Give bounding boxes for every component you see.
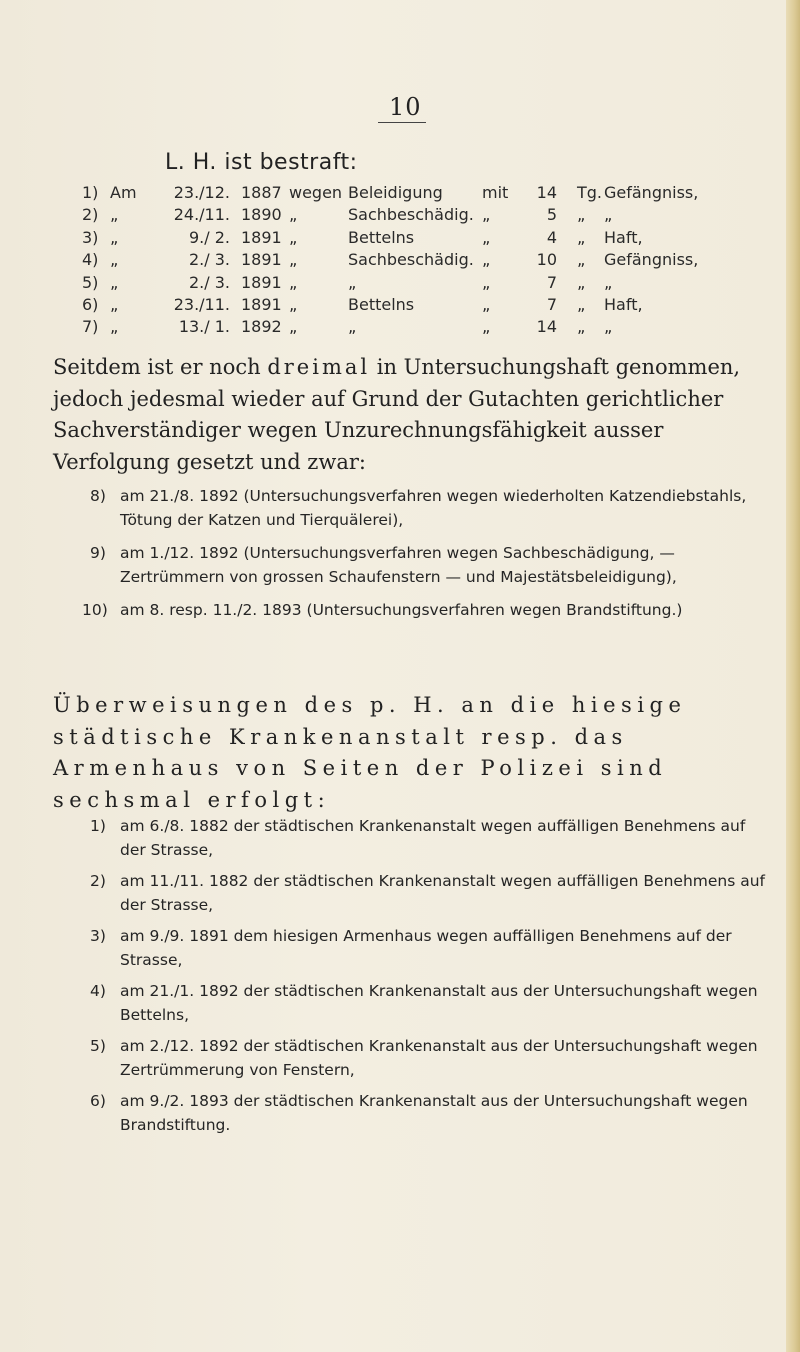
row-wegen: „ [289,294,298,314]
row-punishment: „ [604,272,613,292]
item-text: am 1./12. 1892 (Untersuchungsverfahren wegen Sachbeschädigung, — Zertrümmern von grossen Schaufenstern — und Majestätsbeleidigung), [120,544,677,586]
item-number: 6) [90,1092,106,1110]
row-am: „ [110,227,119,247]
row-punishment: „ [604,317,613,337]
row-year: 1891 [241,227,282,247]
row-number: 2) [82,205,99,225]
row-number: 6) [82,294,99,314]
row-duration: 14 [536,317,557,337]
item-number: 9) [90,544,106,562]
item-text: am 21./1. 1892 der städtischen Krankenanstalt aus der Untersuchungshaft wegen Bettelns, [120,982,758,1024]
row-date: 23./12. [173,183,230,202]
row-punishment: Haft, [604,294,643,314]
row-mit: „ [482,272,491,292]
row-am: Am [110,183,137,202]
row-number: 7) [82,317,99,337]
row-date: 23./11. [173,294,230,314]
item-number: 8) [90,487,106,505]
row-punishment: Haft, [604,227,643,247]
page-number: 10 [389,93,422,121]
item-number: 4) [90,982,106,1000]
row-duration: 5 [546,205,557,225]
page-edge [786,0,800,1352]
paragraph-transfers: Überweisungen des p. H. an die hiesige städtische Krankenanstalt resp. das Armenhaus von Seiten der Polizei sind sechsmal erfolgt: [53,693,687,812]
row-date: 2./ 3. [188,272,230,292]
row-date: 2./ 3. [188,250,230,270]
row-year: 1891 [241,250,282,270]
row-offence: „ [348,272,357,292]
item-text: am 21./8. 1892 (Untersuchungsverfahren wegen wiederholten Katzendiebstahls, Tötung der Katzen und Tierquälerei), [120,487,747,529]
row-unit: „ [577,317,586,337]
row-punishment: „ [604,205,613,225]
row-year: 1891 [241,294,282,314]
row-offence: „ [348,317,357,337]
row-duration: 7 [546,272,557,292]
conviction-table [82,183,772,340]
row-year: 1892 [241,317,282,337]
list-item [90,815,770,862]
row-unit: „ [577,205,586,225]
row-unit: „ [577,250,586,270]
item-text: am 9./2. 1893 der städtischen Krankenanstalt aus der Untersuchungshaft wegen Brandstiftung. [120,1092,748,1134]
item-text: am 9./9. 1891 dem hiesigen Armenhaus wegen auffälligen Benehmens auf der Strasse, [120,927,732,969]
row-punishment: Gefängniss, [604,250,699,270]
row-punishment: Gefängniss, [604,183,699,202]
row-duration: 7 [546,294,557,314]
emphasis-text: dreimal [267,355,371,379]
row-unit: „ [577,294,586,314]
row-number: 4) [82,250,99,270]
row-mit: mit [482,183,509,202]
list-item [82,599,770,623]
item-number: 10) [82,601,108,619]
row-wegen: „ [289,250,298,270]
item-number: 2) [90,872,106,890]
table-row [82,205,772,227]
item-text: am 2./12. 1892 der städtischen Krankenanstalt aus der Untersuchungshaft wegen Zertrümmerung von Fenstern, [120,1037,758,1079]
page-number-rule [378,122,426,123]
row-unit: „ [577,272,586,292]
item-text: am 11./11. 1882 der städtischen Krankenanstalt wegen auffälligen Benehmens auf der Strasse, [120,872,766,914]
list-item [90,1090,770,1137]
row-wegen: „ [289,227,298,247]
item-number: 1) [90,817,106,835]
row-number: 3) [82,227,99,247]
paragraph-text: Seitdem ist er noch [53,355,268,379]
row-unit: „ [577,227,586,247]
list-item [90,485,770,532]
row-date: 24./11. [173,205,230,225]
row-am: „ [110,294,119,314]
row-offence: Sachbeschädig. [348,250,474,270]
table-row [82,228,772,250]
row-wegen: wegen [289,183,343,202]
section-heading: L. H. ist bestraft: [165,150,358,175]
paragraph-detention [53,352,763,478]
row-date: 9./ 2. [188,227,230,247]
list-item [90,870,770,917]
row-am: „ [110,317,119,337]
row-mit: „ [482,205,491,225]
row-am: „ [110,205,119,225]
table-row [82,273,772,295]
row-duration: 4 [546,227,557,247]
table-row [82,183,772,205]
row-mit: „ [482,250,491,270]
row-number: 1) [82,183,99,202]
row-duration: 14 [536,183,557,202]
row-offence: Bettelns [348,227,415,247]
row-wegen: „ [289,272,298,292]
list-item [90,542,770,589]
paragraph-text: in Untersuchungshaft genommen, jedoch jedesmal wieder auf Grund der Gutachten gerichtlicher Sachverständiger wegen Unzurechnungsfähigkeit ausser Verfolgung gesetzt und zwar: [53,355,741,474]
transfer-list [90,815,770,1137]
item-text: am 6./8. 1882 der städtischen Krankenanstalt wegen auffälligen Benehmens auf der Strasse, [120,817,746,859]
item-text: am 8. resp. 11./2. 1893 (Untersuchungsverfahren wegen Brandstiftung.) [120,601,683,619]
list-item [90,980,770,1027]
row-offence: Sachbeschädig. [348,205,474,225]
row-mit: „ [482,227,491,247]
row-wegen: „ [289,205,298,225]
table-row [82,295,772,317]
item-number: 5) [90,1037,106,1055]
table-row [82,317,772,339]
list-item [90,925,770,972]
row-year: 1890 [241,205,282,225]
row-date: 13./ 1. [178,317,230,337]
row-wegen: „ [289,317,298,337]
row-year: 1887 [241,183,282,202]
list-item [90,1035,770,1082]
row-number: 5) [82,272,99,292]
row-am: „ [110,250,119,270]
row-am: „ [110,272,119,292]
item-number: 3) [90,927,106,945]
row-offence: Bettelns [348,294,415,314]
table-row [82,250,772,272]
row-mit: „ [482,294,491,314]
detention-list [82,485,770,623]
row-mit: „ [482,317,491,337]
row-offence: Beleidigung [348,183,443,202]
row-year: 1891 [241,272,282,292]
row-unit: Tg. [577,183,603,202]
row-duration: 10 [536,250,557,270]
